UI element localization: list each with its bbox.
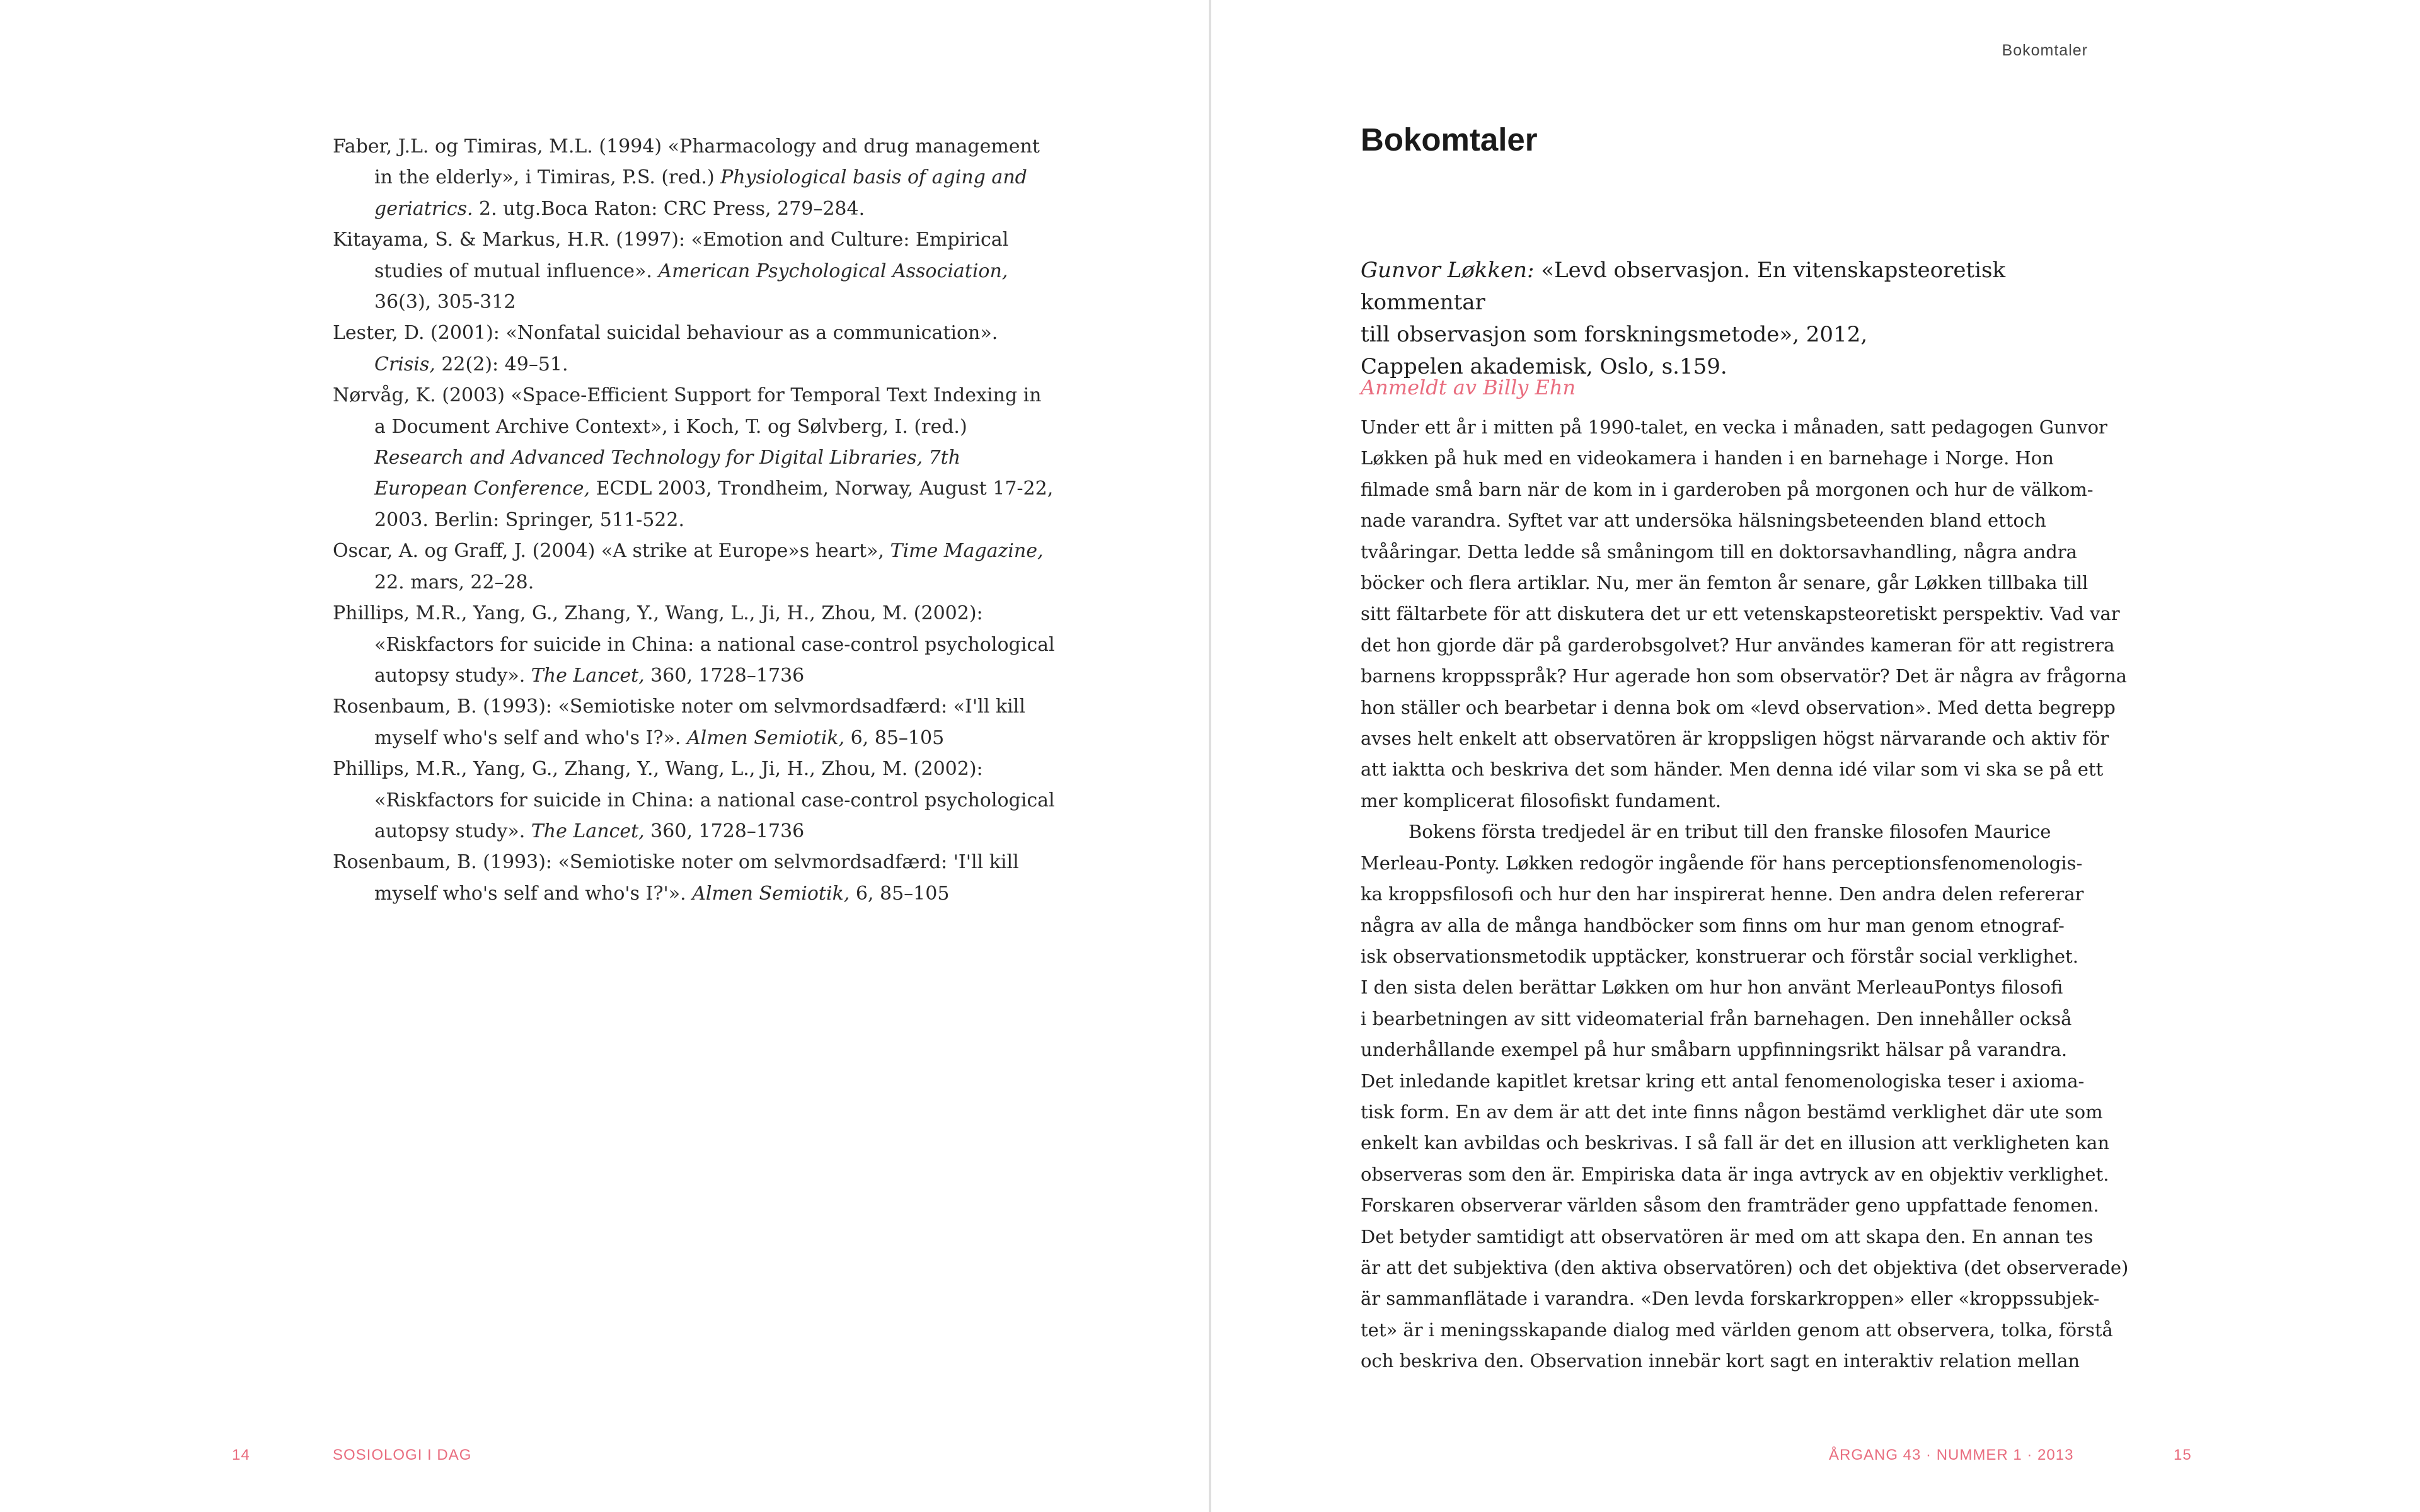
reference-text: Phillips, M.R., Yang, G., Zhang, Y., Wang, L., Ji, H., Zhou, M. (2002): «Riskfactors for suicide in China: a national case-control psychological autopsy study». bbox=[333, 602, 1055, 687]
reference-source: Time Magazine, bbox=[890, 540, 1044, 563]
text-line: några av alla de många handböcker som finns om hur man genom etnograf- bbox=[1361, 914, 2065, 936]
reference-text: Nørvåg, K. (2003) «Space-Efficient Support for Temporal Text Indexing in a Document Archive Context», i Koch, T. og Sølvberg, I. (red.) bbox=[333, 384, 1042, 438]
text-line: observeras som den är. Empiriska data är inga avtryck av en objektiv verklighet. bbox=[1361, 1163, 2109, 1185]
text-line: enkelt kan avbildas och beskrivas. I så fall är det en illusion att verkligheten kan bbox=[1361, 1132, 2110, 1154]
reference-entry bbox=[333, 536, 1057, 598]
reference-text: Lester, D. (2001): «Nonfatal suicidal behaviour as a communication». bbox=[333, 322, 998, 345]
page-number-right: 15 bbox=[2174, 1446, 2192, 1463]
text-line: isk observationsmetodik upptäcker, konstruerar och förstår social verklighet. bbox=[1361, 945, 2078, 967]
text-line: Merleau-Ponty. Løkken redogör ingående för hans perceptionsfenomenologis- bbox=[1361, 852, 2083, 874]
reference-source: American Psychological Association, bbox=[658, 260, 1008, 282]
text-line: Løkken på huk med en videokamera i handen i en barnehage i Norge. Hon bbox=[1361, 447, 2054, 469]
running-head: Bokomtaler bbox=[2002, 42, 2088, 59]
text-line: tvååringar. Detta ledde så småningom till en doktorsavhandling, några andra bbox=[1361, 541, 2077, 563]
book-author: Gunvor Løkken: bbox=[1361, 258, 1535, 283]
reference-entry bbox=[333, 224, 1057, 318]
reference-text: ECDL 2003, Trondheim, Norway, August 17-22, 2003. Berlin: Springer, 511-522. bbox=[374, 478, 1054, 531]
reference-text: Rosenbaum, B. (1993): «Semiotiske noter om selvmordsadfærd: «I'll kill myself who's self and who's I?». bbox=[333, 696, 1025, 749]
text-line: det hon gjorde där på garderobsgolvet? Hur användes kameran för att registrera bbox=[1361, 634, 2115, 656]
reference-entry bbox=[333, 131, 1057, 224]
text-line: i bearbetningen av sitt videomaterial från barnehagen. Den innehåller också bbox=[1361, 1007, 2072, 1029]
reference-text: 36(3), 305-312 bbox=[374, 291, 516, 314]
reference-entry bbox=[333, 691, 1057, 753]
reviewer-byline: Anmeldt av Billy Ehn bbox=[1361, 375, 1576, 399]
reference-text: Phillips, M.R., Yang, G., Zhang, Y., Wang, L., Ji, H., Zhou, M. (2002): «Riskfactors for suicide in China: a national case-control psychological autopsy study». bbox=[333, 758, 1055, 842]
reference-text: 2. utg.Boca Raton: CRC Press, 279–284. bbox=[473, 197, 865, 220]
review-body bbox=[1361, 412, 2129, 1377]
reference-text: Rosenbaum, B. (1993): «Semiotiske noter om selvmordsadfærd: 'I'll kill myself who's self and who's I?'». bbox=[333, 851, 1019, 905]
reference-source: Almen Semiotik, bbox=[692, 882, 850, 905]
text-line: mer komplicerat filosofiskt fundament. bbox=[1361, 789, 1722, 811]
text-line: sitt fältarbete för att diskutera det ur ett vetenskapsteoretiskt perspektiv. Vad var bbox=[1361, 603, 2120, 625]
book-title-line1: «Levd observasjon. En vitenskapsteoretisk kommentar bbox=[1361, 258, 2006, 315]
text-line: är sammanflätade i varandra. «Den levda forskarkroppen» eller «kroppssubjek- bbox=[1361, 1288, 2100, 1310]
review-paragraph bbox=[1361, 816, 2129, 1377]
reference-source: The Lancet, bbox=[531, 820, 645, 842]
text-line: Det inledande kapitlet kretsar kring ett antal fenomenologiska teser i axioma- bbox=[1361, 1070, 2085, 1092]
reference-entry bbox=[333, 753, 1057, 847]
reference-source: Physiological basis of aging and geriatrics. bbox=[374, 166, 1027, 220]
reference-entry bbox=[333, 847, 1057, 909]
text-line: underhållande exempel på hur småbarn uppfinningsrikt hälsar på varandra. bbox=[1361, 1039, 2068, 1061]
text-line: och beskriva den. Observation innebär kort sagt en interaktiv relation mellan bbox=[1361, 1350, 2080, 1372]
reference-source: Almen Semiotik, bbox=[686, 726, 845, 749]
text-line: är att det subjektiva (den aktiva observatören) och det objektiva (det observerade) bbox=[1361, 1256, 2129, 1278]
book-publisher: Cappelen akademisk, Oslo, s.159. bbox=[1361, 354, 1727, 379]
reference-text: Oscar, A. og Graff, J. (2004) «A strike at Europe»s heart», bbox=[333, 540, 890, 563]
reference-entry bbox=[333, 318, 1057, 380]
reference-source: Research and Advanced Technology for Digital Libraries, 7th European Conference, bbox=[374, 447, 961, 500]
reference-text: 6, 85–105 bbox=[850, 882, 950, 905]
text-line: Det betyder samtidigt att observatören är med om att skapa den. En annan tes bbox=[1361, 1225, 2094, 1247]
journal-name: SOSIOLOGI I DAG bbox=[333, 1446, 472, 1463]
text-line: tet» är i meningsskapande dialog med världen genom att observera, tolka, förstå bbox=[1361, 1319, 2113, 1341]
reference-text: 360, 1728–1736 bbox=[644, 820, 805, 842]
reference-list bbox=[333, 131, 1057, 909]
reference-text: 360, 1728–1736 bbox=[644, 664, 805, 687]
text-line: ka kroppsfilosofi och hur den har inspirerat henne. Den andra delen refererar bbox=[1361, 883, 2084, 905]
section-title: Bokomtaler bbox=[1361, 122, 1538, 158]
text-line: hon ställer och bearbetar i denna bok om «levd observation». Med detta begrepp bbox=[1361, 696, 2116, 718]
text-line: avses helt enkelt att observatören är kroppsligen högst närvarande och aktiv för bbox=[1361, 728, 2109, 750]
book-reference bbox=[1361, 255, 2085, 383]
text-line: filmade små barn när de kom in i garderoben på morgonen och hur de välkom- bbox=[1361, 478, 2094, 500]
reference-entry bbox=[333, 380, 1057, 536]
reference-text: 22(2): 49–51. bbox=[435, 353, 568, 375]
page-number-left: 14 bbox=[232, 1446, 250, 1463]
reference-source: Crisis, bbox=[374, 353, 435, 375]
text-line: Bokens första tredjedel är en tribut till den franske filosofen Maurice bbox=[1409, 821, 2051, 843]
review-paragraph bbox=[1361, 412, 2127, 816]
text-line: tisk form. En av dem är att det inte finns någon bestämd verklighet där ute som bbox=[1361, 1101, 2103, 1123]
spine-line bbox=[1209, 0, 1211, 1512]
text-line: böcker och flera artiklar. Nu, mer än femton år senare, går Løkken tillbaka till bbox=[1361, 572, 2089, 594]
reference-entry bbox=[333, 598, 1057, 691]
text-line: att iaktta och beskriva det som händer. Men denna idé vilar som vi ska se på ett bbox=[1361, 759, 2104, 781]
reference-text: 22. mars, 22–28. bbox=[374, 571, 534, 593]
text-line: Under ett år i mitten på 1990-talet, en vecka i månaden, satt pedagogen Gunvor bbox=[1361, 416, 2107, 438]
reference-text: Faber, J.L. og Timiras, M.L. (1994) «Pharmacology and drug management in the elderly», i Timiras, P.S. (red.) bbox=[333, 135, 1040, 189]
reference-text: Kitayama, S. & Markus, H.R. (1997): «Emotion and Culture: Empirical studies of mutual influence». bbox=[333, 229, 1009, 282]
reference-text: 6, 85–105 bbox=[844, 726, 945, 749]
issue-info: ÅRGANG 43 · NUMMER 1 · 2013 bbox=[1829, 1446, 2074, 1463]
text-line: nade varandra. Syftet var att undersöka hälsningsbeteenden bland ettoch bbox=[1361, 510, 2046, 532]
book-title-line2: till observasjon som forskningsmetode», 2012, bbox=[1361, 322, 1868, 347]
text-line: barnens kroppsspråk? Hur agerade hon som observatör? Det är några av frågorna bbox=[1361, 665, 2127, 687]
text-line: I den sista delen berättar Løkken om hur hon använt MerleauPontys filosofi bbox=[1361, 976, 2063, 999]
reference-source: The Lancet, bbox=[531, 664, 645, 687]
text-line: Forskaren observerar världen såsom den framträder geno uppfattade fenomen. bbox=[1361, 1194, 2099, 1217]
